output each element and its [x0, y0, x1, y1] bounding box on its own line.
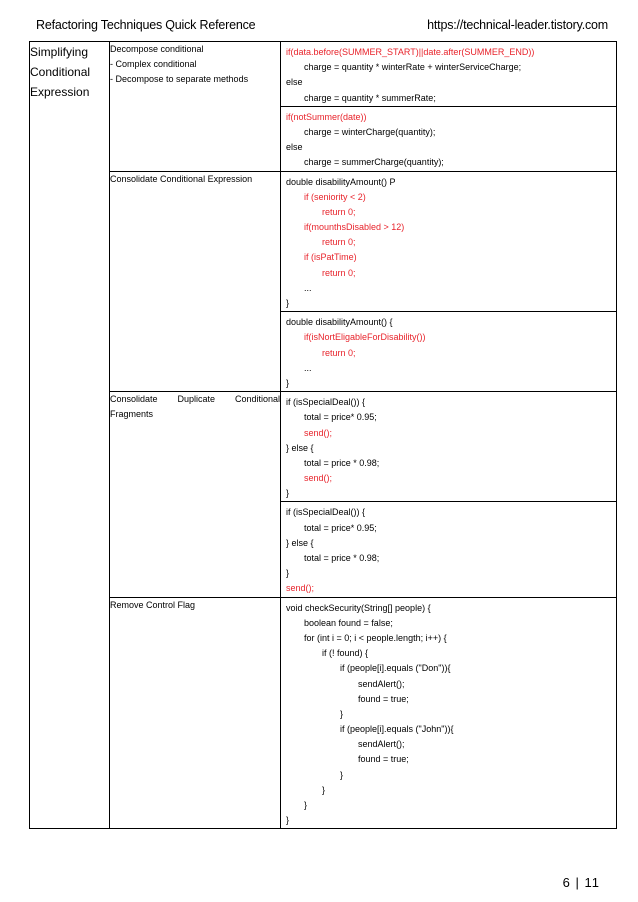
technique-note: - Complex conditional — [110, 59, 197, 70]
code-line: return 0; — [322, 347, 356, 358]
technique-name: Decompose conditional — [110, 44, 204, 54]
code-after-block — [281, 106, 616, 171]
code-cell — [281, 42, 617, 172]
code-line: found = true; — [358, 693, 409, 704]
code-line: ... — [304, 362, 312, 373]
code-line: charge = summerCharge(quantity); — [304, 157, 444, 168]
code-line: found = true; — [358, 754, 409, 765]
category-cell — [30, 42, 110, 829]
code-line: } — [322, 784, 326, 795]
code-line: } — [286, 488, 290, 499]
code-line: if (isPatTime) — [304, 252, 357, 263]
code-line: if(notSummer(date)) — [286, 111, 367, 122]
category-label-line: Conditional — [30, 65, 91, 79]
code-line: if (seniority < 2) — [304, 191, 366, 202]
table-row — [30, 392, 617, 597]
technique-word: Consolidate — [110, 394, 158, 405]
code-line: void checkSecurity(String[] people) { — [286, 602, 431, 613]
code-line: for (int i = 0; i < people.length; i++) { — [304, 632, 447, 643]
code-line: return 0; — [322, 267, 356, 278]
code-line: total = price * 0.98; — [304, 553, 380, 563]
code-line: if (! found) { — [322, 648, 369, 659]
code-line: if (isSpecialDeal()) { — [286, 397, 366, 408]
table-row — [30, 597, 617, 829]
technique-name — [110, 392, 280, 407]
technique-cell — [110, 171, 281, 392]
table-row — [30, 171, 617, 392]
code-line: } — [286, 298, 290, 308]
code-line: total = price* 0.95; — [304, 412, 377, 423]
code-line: sendAlert(); — [358, 678, 405, 689]
code-line: charge = winterCharge(quantity); — [304, 126, 436, 137]
code-line: ... — [304, 282, 312, 293]
page-header — [36, 16, 608, 34]
code-line: } — [340, 708, 344, 719]
technique-cell — [110, 597, 281, 829]
technique-note: - Decompose to separate methods — [110, 74, 249, 85]
code-line: return 0; — [322, 237, 356, 248]
code-after-block — [281, 311, 616, 391]
table-row — [30, 42, 617, 172]
technique-word: Duplicate — [177, 394, 216, 405]
code-before-block — [281, 172, 616, 312]
code-line: } — [286, 815, 290, 826]
code-cell — [281, 597, 617, 829]
code-line: if (people[i].equals ("John")){ — [340, 724, 454, 735]
code-before-block — [281, 42, 616, 106]
category-label-line: Expression — [30, 85, 90, 99]
code-line: sendAlert(); — [358, 739, 405, 750]
code-line: } else { — [286, 537, 314, 548]
code-line: if(data.before(SUMMER_START)||date.after(SUMMER_END)) — [286, 47, 535, 57]
technique-name: Consolidate Conditional Expression — [110, 173, 253, 184]
code-line: if (isSpecialDeal()) { — [286, 507, 366, 518]
technique-name: Remove Control Flag — [110, 599, 196, 610]
code-before-block — [281, 392, 616, 501]
category-label-line: Simplifying — [30, 45, 89, 59]
code-line: send(); — [304, 473, 333, 484]
page-number: 6 | 11 — [562, 875, 600, 890]
code-line: double disabilityAmount() P — [286, 176, 396, 187]
code-after-block — [281, 501, 616, 596]
code-line: boolean found = false; — [304, 617, 393, 628]
code-line: if (people[i].equals ("Don")){ — [340, 663, 451, 674]
code-line: send(); — [286, 583, 315, 594]
code-line: } — [340, 769, 344, 780]
technique-cell — [110, 42, 281, 172]
code-line: } — [286, 568, 290, 579]
code-line: charge = quantity * winterRate + winterServiceCharge; — [304, 62, 522, 73]
code-line: if(mounthsDisabled > 12) — [304, 222, 405, 233]
code-line: charge = quantity * summerRate; — [304, 92, 436, 103]
code-line: if(isNortEligableForDisability()) — [304, 332, 426, 343]
blog-url: https://technical-leader.tistory.com — [427, 18, 608, 32]
code-line: } — [304, 800, 308, 810]
code-before-block — [281, 598, 616, 829]
code-line: total = price * 0.98; — [304, 457, 380, 468]
code-line: } — [286, 377, 290, 388]
code-cell — [281, 171, 617, 392]
code-line: else — [286, 77, 303, 88]
code-line: return 0; — [322, 206, 356, 217]
code-cell — [281, 392, 617, 597]
code-line: else — [286, 142, 303, 153]
technique-cell — [110, 392, 281, 597]
code-line: double disabilityAmount() { — [286, 317, 393, 328]
refactoring-table — [29, 41, 617, 829]
code-line: send(); — [304, 427, 333, 438]
code-line: } else { — [286, 442, 314, 453]
document-title: Refactoring Techniques Quick Reference — [36, 18, 256, 32]
technique-word: Conditional — [234, 394, 280, 405]
code-line: total = price* 0.95; — [304, 522, 377, 533]
technique-note: Fragments — [110, 409, 154, 420]
